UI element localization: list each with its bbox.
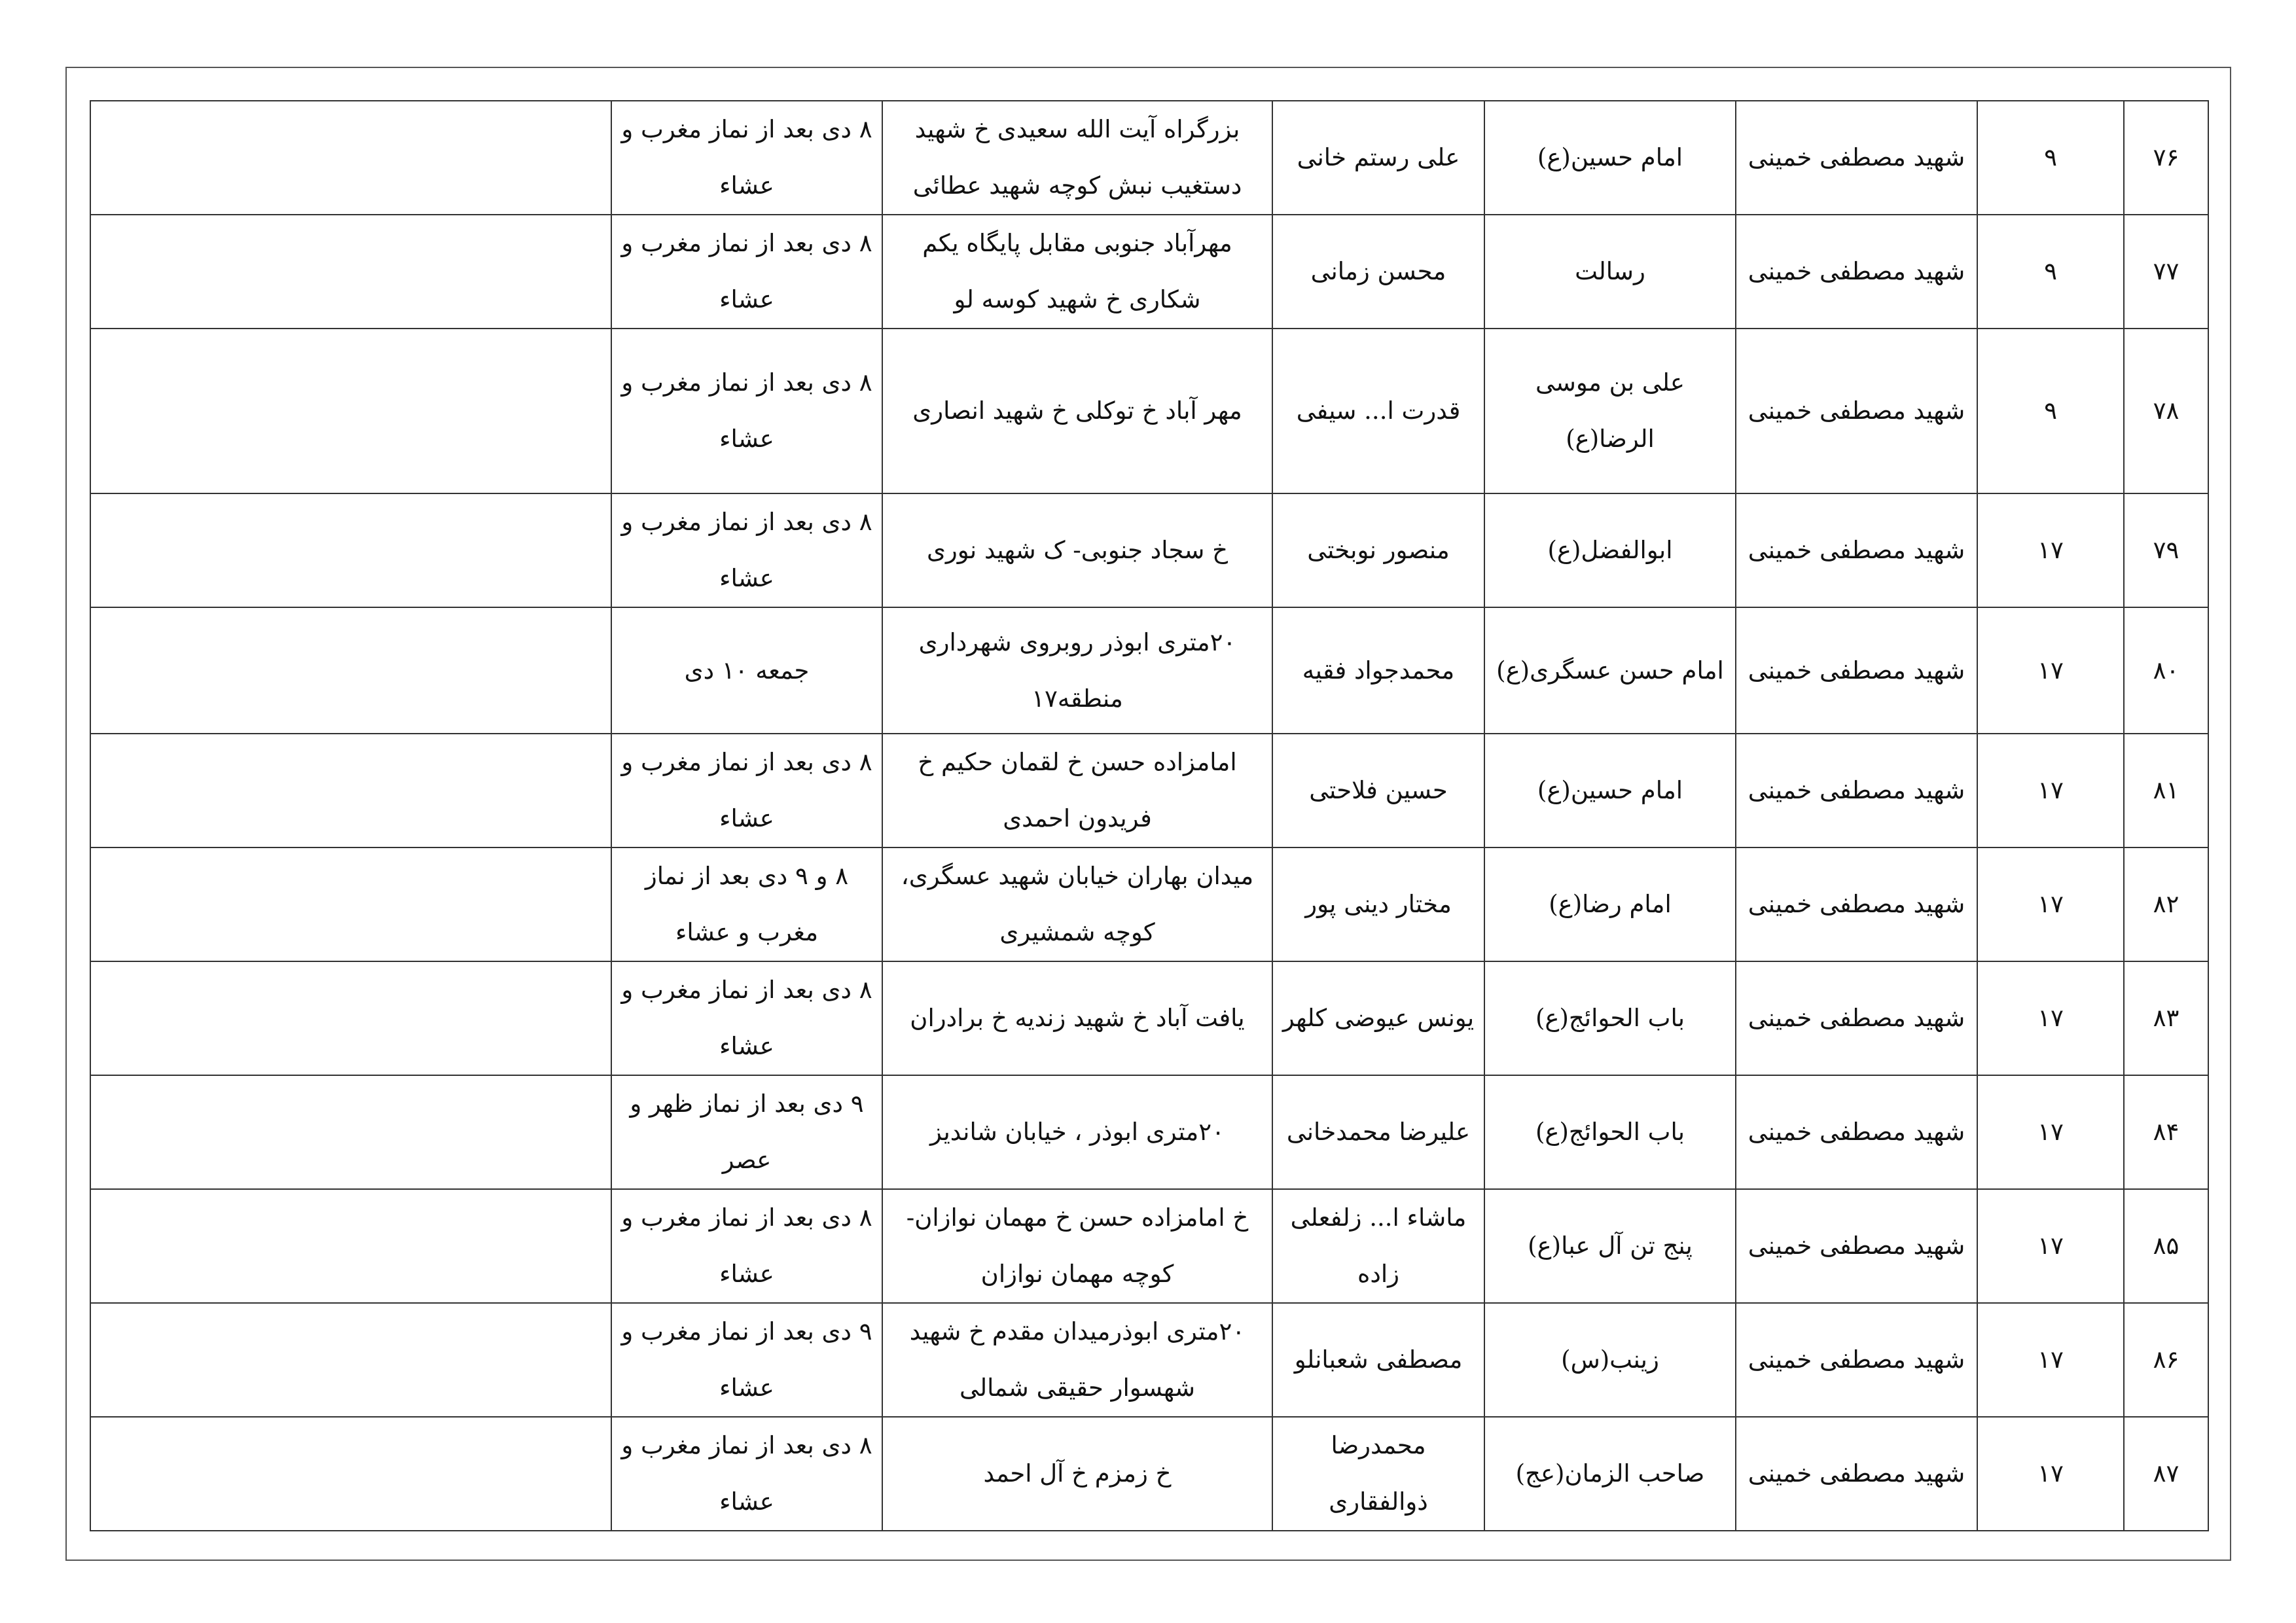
- time-cell: ۸ دی بعد از نماز مغرب و عشاء: [611, 101, 882, 215]
- notes-cell: [90, 215, 611, 329]
- mosque-cell: امام رضا(ع): [1484, 847, 1736, 961]
- district-cell: شهید مصطفی خمینی: [1736, 734, 1977, 847]
- time-cell: ۸ دی بعد از نماز مغرب و عشاء: [611, 329, 882, 493]
- district-cell: شهید مصطفی خمینی: [1736, 493, 1977, 607]
- mosque-cell: امام حسن عسگری(ع): [1484, 607, 1736, 734]
- table-row: [90, 101, 2208, 215]
- row-number-cell: ۸۵: [2124, 1189, 2208, 1303]
- district-cell: شهید مصطفی خمینی: [1736, 101, 1977, 215]
- row-number-cell: ۸۰: [2124, 607, 2208, 734]
- row-number-cell: ۷۷: [2124, 215, 2208, 329]
- zone-cell: ۹: [1977, 329, 2124, 493]
- district-cell: شهید مصطفی خمینی: [1736, 1075, 1977, 1189]
- time-cell: ۸ دی بعد از نماز مغرب و عشاء: [611, 493, 882, 607]
- address-cell: امامزاده حسن خ لقمان حکیم خ فریدون احمدی: [882, 734, 1272, 847]
- time-cell: ۸ دی بعد از نماز مغرب و عشاء: [611, 734, 882, 847]
- address-cell: خ زمزم خ آل احمد: [882, 1417, 1272, 1531]
- row-number-cell: ۷۸: [2124, 329, 2208, 493]
- time-cell: ۹ دی بعد از نماز مغرب و عشاء: [611, 1303, 882, 1417]
- row-number-cell: ۷۹: [2124, 493, 2208, 607]
- address-cell: ۲۰متری ابوذر روبروی شهرداری منطقه۱۷: [882, 607, 1272, 734]
- table-row: [90, 1075, 2208, 1189]
- time-cell: جمعه ۱۰ دی: [611, 607, 882, 734]
- table-row: [90, 329, 2208, 493]
- row-number-cell: ۸۱: [2124, 734, 2208, 847]
- table-row: [90, 734, 2208, 847]
- notes-cell: [90, 961, 611, 1075]
- zone-cell: ۱۷: [1977, 493, 2124, 607]
- zone-cell: ۱۷: [1977, 1303, 2124, 1417]
- notes-cell: [90, 607, 611, 734]
- zone-cell: ۱۷: [1977, 1417, 2124, 1531]
- notes-cell: [90, 1075, 611, 1189]
- address-cell: خ سجاد جنوبی- ک شهید نوری: [882, 493, 1272, 607]
- time-cell: ۸ و ۹ دی بعد از نماز مغرب و عشاء: [611, 847, 882, 961]
- mosque-schedule-table: [90, 100, 2209, 1531]
- table-row: [90, 847, 2208, 961]
- time-cell: ۹ دی بعد از نماز ظهر و عصر: [611, 1075, 882, 1189]
- name-cell: یونس عیوضی کلهر: [1272, 961, 1484, 1075]
- name-cell: مختار دینی پور: [1272, 847, 1484, 961]
- notes-cell: [90, 1303, 611, 1417]
- row-number-cell: ۸۷: [2124, 1417, 2208, 1531]
- district-cell: شهید مصطفی خمینی: [1736, 1303, 1977, 1417]
- address-cell: ۲۰متری ابوذر ، خیابان شاندیز: [882, 1075, 1272, 1189]
- zone-cell: ۱۷: [1977, 1189, 2124, 1303]
- name-cell: قدرت ا... سیفی: [1272, 329, 1484, 493]
- time-cell: ۸ دی بعد از نماز مغرب و عشاء: [611, 215, 882, 329]
- time-cell: ۸ دی بعد از نماز مغرب و عشاء: [611, 1417, 882, 1531]
- address-cell: ۲۰متری ابوذرمیدان مقدم خ شهید شهسوار حقیقی شمالی: [882, 1303, 1272, 1417]
- row-number-cell: ۷۶: [2124, 101, 2208, 215]
- district-cell: شهید مصطفی خمینی: [1736, 961, 1977, 1075]
- district-cell: شهید مصطفی خمینی: [1736, 847, 1977, 961]
- table-row: [90, 1303, 2208, 1417]
- district-cell: شهید مصطفی خمینی: [1736, 607, 1977, 734]
- row-number-cell: ۸۶: [2124, 1303, 2208, 1417]
- notes-cell: [90, 1189, 611, 1303]
- name-cell: ماشاء ا... زلفعلی زاده: [1272, 1189, 1484, 1303]
- table-row: [90, 215, 2208, 329]
- address-cell: خ امامزاده حسن خ مهمان نوازان- کوچه مهمان نوازان: [882, 1189, 1272, 1303]
- notes-cell: [90, 101, 611, 215]
- mosque-cell: ابوالفضل(ع): [1484, 493, 1736, 607]
- address-cell: مهرآباد جنوبی مقابل پایگاه یکم شکاری خ شهید کوسه لو: [882, 215, 1272, 329]
- district-cell: شهید مصطفی خمینی: [1736, 1417, 1977, 1531]
- mosque-cell: علی بن موسی الرضا(ع): [1484, 329, 1736, 493]
- table-row: [90, 607, 2208, 734]
- name-cell: علیرضا محمدخانی: [1272, 1075, 1484, 1189]
- zone-cell: ۱۷: [1977, 607, 2124, 734]
- row-number-cell: ۸۲: [2124, 847, 2208, 961]
- district-cell: شهید مصطفی خمینی: [1736, 329, 1977, 493]
- table-row: [90, 493, 2208, 607]
- mosque-cell: باب الحوائج(ع): [1484, 961, 1736, 1075]
- notes-cell: [90, 329, 611, 493]
- zone-cell: ۹: [1977, 101, 2124, 215]
- mosque-cell: باب الحوائج(ع): [1484, 1075, 1736, 1189]
- zone-cell: ۱۷: [1977, 961, 2124, 1075]
- name-cell: منصور نوبختی: [1272, 493, 1484, 607]
- table-row: [90, 1417, 2208, 1531]
- address-cell: مهر آباد خ توکلی خ شهید انصاری: [882, 329, 1272, 493]
- time-cell: ۸ دی بعد از نماز مغرب و عشاء: [611, 1189, 882, 1303]
- notes-cell: [90, 1417, 611, 1531]
- mosque-cell: پنج تن آل عبا(ع): [1484, 1189, 1736, 1303]
- address-cell: بزرگراه آیت الله سعیدی خ شهید دستغیب نبش کوچه شهید عطائی: [882, 101, 1272, 215]
- address-cell: میدان بهاران خیابان شهید عسگری، کوچه شمشیری: [882, 847, 1272, 961]
- notes-cell: [90, 734, 611, 847]
- district-cell: شهید مصطفی خمینی: [1736, 1189, 1977, 1303]
- zone-cell: ۱۷: [1977, 847, 2124, 961]
- name-cell: محمدرضا ذوالفقاری: [1272, 1417, 1484, 1531]
- mosque-cell: رسالت: [1484, 215, 1736, 329]
- zone-cell: ۱۷: [1977, 734, 2124, 847]
- district-cell: شهید مصطفی خمینی: [1736, 215, 1977, 329]
- row-number-cell: ۸۴: [2124, 1075, 2208, 1189]
- time-cell: ۸ دی بعد از نماز مغرب و عشاء: [611, 961, 882, 1075]
- zone-cell: ۹: [1977, 215, 2124, 329]
- mosque-cell: صاحب الزمان(عج): [1484, 1417, 1736, 1531]
- notes-cell: [90, 493, 611, 607]
- name-cell: علی رستم خانی: [1272, 101, 1484, 215]
- address-cell: یافت آباد خ شهید زندیه خ برادران: [882, 961, 1272, 1075]
- zone-cell: ۱۷: [1977, 1075, 2124, 1189]
- mosque-cell: امام حسین(ع): [1484, 734, 1736, 847]
- name-cell: محمدجواد فقیه: [1272, 607, 1484, 734]
- name-cell: حسین فلاحتی: [1272, 734, 1484, 847]
- name-cell: محسن زمانی: [1272, 215, 1484, 329]
- row-number-cell: ۸۳: [2124, 961, 2208, 1075]
- mosque-cell: زینب(س): [1484, 1303, 1736, 1417]
- mosque-cell: امام حسین(ع): [1484, 101, 1736, 215]
- name-cell: مصطفی شعبانلو: [1272, 1303, 1484, 1417]
- table-row: [90, 961, 2208, 1075]
- notes-cell: [90, 847, 611, 961]
- table-row: [90, 1189, 2208, 1303]
